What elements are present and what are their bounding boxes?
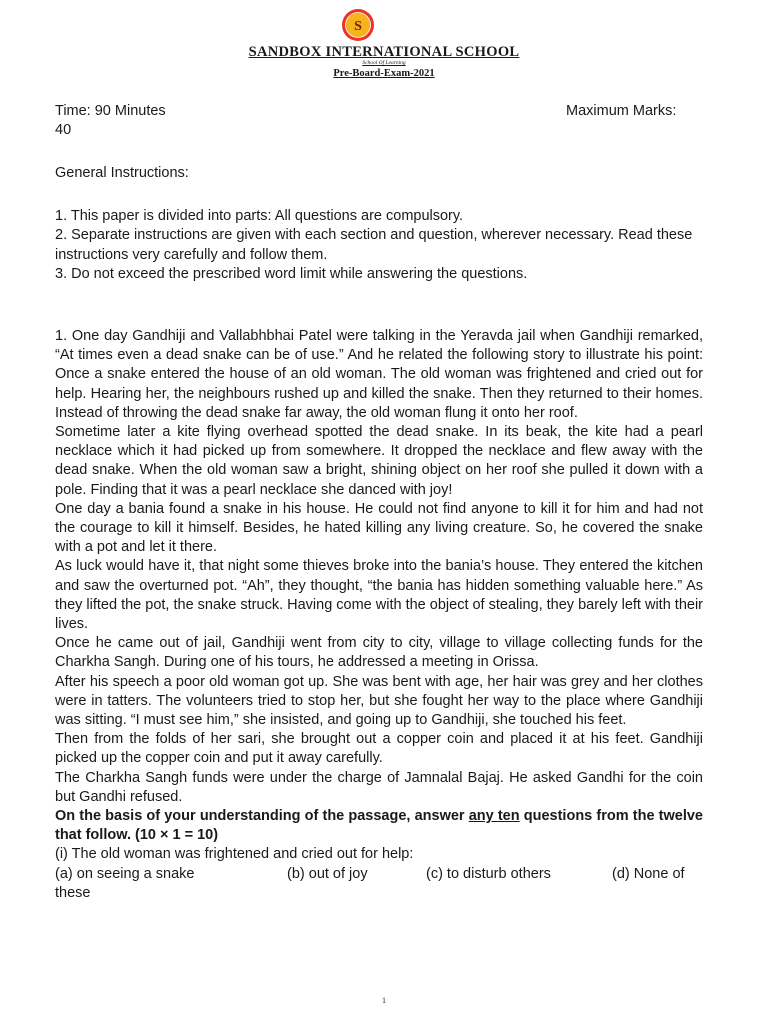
option-c: (c) to disturb others: [426, 865, 551, 882]
prompt-text-end: questions from the twelve that follow. (10 × 1 = 10): [55, 808, 703, 844]
passage-paragraph: As luck would have it, that night some thieves broke into the bania’s house. They entered the kitchen and saw the overturned pot. “Ah”, they thought, “the bania has hidden something valuable here.” As they lifted the pot, the snake struck. Having come with the object of stealing, they barely left with their lives.: [55, 558, 704, 633]
option-d-wrap: these: [55, 884, 91, 901]
prompt-underlined: any ten: [468, 808, 520, 825]
passage-paragraph: Sometime later a kite flying overhead spotted the dead snake. In its beak, the kite had a pearl necklace which it had picked up from somewhere. It dropped the necklace and flew away with the dead snake. When the old woman saw a bright, shining object on her roof she pulled it down with a pole. Finding that it was a pearl necklace she danced with joy!: [55, 424, 703, 498]
option-a: (a) on seeing a snake: [55, 865, 195, 882]
logo-letter: S: [354, 19, 362, 34]
school-logo-icon: [341, 8, 375, 42]
passage-paragraph: Then from the folds of her sari, she brought out a copper coin and placed it at his feet. Gandhiji picked up the copper coin and put it away carefully.: [55, 731, 703, 767]
passage-paragraph: After his speech a poor old woman got up. She was bent with age, her hair was grey and her clothes were in tatters. The volunteers tried to stop her, but she fought her way to the place where Gandhiji was sitting. “I must see him,” she insisted, and going up to Gandhiji, she touched his feet.: [55, 673, 703, 729]
instructions-list: [55, 207, 715, 284]
max-marks-value: 40: [55, 122, 72, 138]
option-d: (d) None of: [612, 865, 685, 882]
passage-paragraph: 1. One day Gandhiji and Vallabhbhai Patel were talking in the Yeravda jail when Gandhiji remarked, “At times even a dead snake can be of use.” And he related the following story to illustrate his point: Once a snake entered the house of an old woman. The old woman was frightened and cried out for help. Hearing her, the neighbours rushed up and killed the snake. Then they returned to their homes. Instead of throwing the dead snake far away, the old woman flung it onto her roof.: [55, 328, 703, 421]
prompt-text: On the basis of your understanding of the passage, answer: [55, 808, 469, 825]
reading-passage: [55, 327, 703, 903]
instruction-item: 3. Do not exceed the prescribed word limit while answering the questions.: [55, 265, 528, 282]
exam-time: Time: 90 Minutes: [55, 103, 166, 119]
passage-paragraph: Once he came out of jail, Gandhiji went from city to city, village to village collecting funds for the Charkha Sangh. During one of his tours, he addressed a meeting in Orissa.: [55, 635, 703, 671]
instruction-item: 1. This paper is divided into parts: All questions are compulsory.: [55, 208, 464, 224]
questions-prompt: [55, 807, 703, 845]
school-tagline: School Of Learning: [362, 60, 406, 66]
question-1: (i) The old woman was frightened and cried out for help:: [55, 846, 414, 863]
school-name: SANDBOX INTERNATIONAL SCHOOL: [248, 44, 520, 60]
question-1-options: [55, 865, 703, 884]
passage-paragraph: One day a bania found a snake in his house. He could not find anyone to kill it for him and had not the courage to kill it himself. Besides, he hated killing any living creature. So, he covered the snake with a pot and let it there.: [55, 500, 703, 556]
general-instructions-title: General Instructions:: [55, 165, 189, 181]
instruction-item: 2. Separate instructions are given with each section and question, wherever necessary. Read these instructions very carefully and follow them.: [55, 227, 693, 263]
option-b: (b) out of joy: [287, 865, 368, 882]
exam-title: Pre-Board-Exam-2021: [333, 68, 435, 79]
page-number: 1: [382, 996, 386, 1005]
max-marks-label: Maximum Marks:: [566, 103, 677, 119]
passage-paragraph: The Charkha Sangh funds were under the charge of Jamnalal Bajaj. He asked Gandhi for the coin but Gandhi refused.: [55, 769, 703, 805]
